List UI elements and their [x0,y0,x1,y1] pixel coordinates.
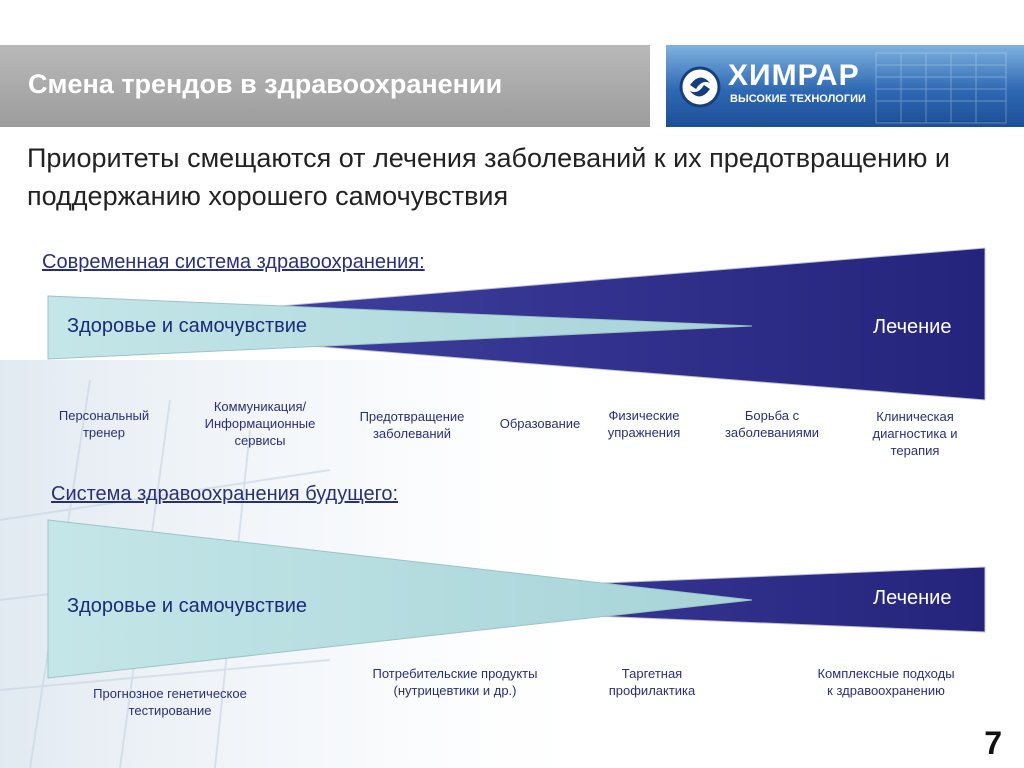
page-number: 7 [984,725,1002,761]
modern-item-disease-control: Борьба с заболеваниями [724,408,820,440]
modern-item-exercise: Физические упражнения [607,408,681,440]
modern-item-prevention: Предотвращение заболеваний [359,409,465,441]
slide-subtitle: Приоритеты смещаются от лечения заболеваний к их предотвращению и поддержанию хорошего самочувствия [27,143,950,211]
modern-item-clinical-diagnostics: Клиническая диагностика и терапия [872,409,958,458]
future-item-genetic-testing: Прогнозное генетическое тестирование [93,686,247,718]
modern-health-label: Здоровье и самочувствие [67,315,308,337]
logo-tagline: ВЫСОКИЕ ТЕХНОЛОГИИ [730,93,866,105]
modern-item-communication: Коммуникация/ Информационные сервисы [204,399,316,448]
future-item-consumer-products: Потребительские продукты (нутрицевтики и др.) [372,666,538,698]
modern-item-education: Образование [499,416,581,431]
logo-name: ХИМРАР [728,59,860,92]
future-item-complex-approaches: Комплексные подходы к здравоохранению [817,666,955,698]
future-health-label: Здоровье и самочувствие [67,595,308,617]
future-section-label: Система здравоохранения будущего: [51,483,399,505]
modern-section-label: Современная система здравоохранения: [42,251,425,273]
future-item-targeted-prophylaxis: Таргетная профилактика [608,666,696,698]
modern-item-personal-trainer: Персональный тренер [58,408,150,440]
slide-title: Смена трендов в здравоохранении [28,69,503,99]
future-treatment-label: Лечение [873,587,952,609]
modern-treatment-label: Лечение [873,316,952,338]
